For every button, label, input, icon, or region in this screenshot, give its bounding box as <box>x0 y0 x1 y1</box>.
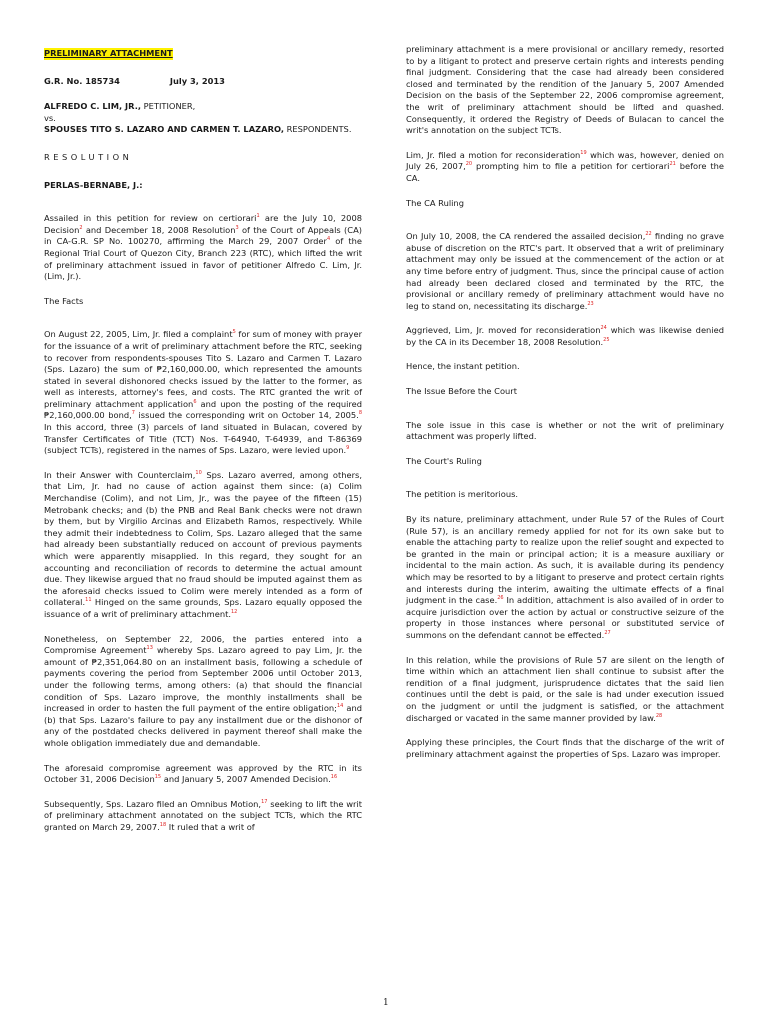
paragraph-text: before the CA. <box>406 161 724 183</box>
paragraph-text: issued the corresponding writ on October 14, 2005. <box>134 410 359 421</box>
paragraph-text: On July 10, 2008, the CA rendered the assailed decision, <box>406 231 646 242</box>
paragraph-text: Hence, the instant petition. <box>406 361 520 372</box>
footnote-ref: 14 <box>336 703 344 710</box>
section-heading-issue: The Issue Before the Court <box>406 386 517 397</box>
footnote-ref: 13 <box>146 645 153 652</box>
footnote-ref: 17 <box>261 798 268 805</box>
footnote-ref: 5 <box>232 329 236 336</box>
paragraph-text: and December 18, 2008 Resolution <box>82 224 236 235</box>
paragraph <box>44 799 362 834</box>
footnote-ref: 8 <box>358 410 362 417</box>
paragraph-text: for sum of money with prayer for the issuance of a writ of preliminary attachment before the RTC, seeking to recover from respondents-spouses Tito S. Lazaro and Carmen T. Lazaro (Sps. Lazaro) the sum of ₱2,160,000.00, which represented the amounts stated in several dishonored checks issued by the latter to the former, as well as interests, attorney's fees, and costs. The RTC granted the writ of preliminary attachment application <box>44 329 362 409</box>
page-number: 1 <box>383 998 389 1008</box>
footnote-ref: 1 <box>256 213 260 220</box>
paragraph-text: Subsequently, Sps. Lazaro filed an Omnibus Motion, <box>44 798 262 809</box>
paragraph-text: The sole issue in this case is whether or not the writ of preliminary attachment was properly lifted. <box>406 419 724 442</box>
footnote-ref: 22 <box>645 231 652 238</box>
paragraph-text: of the Regional Trial Court of Quezon City, Branch 223 (RTC), which lifted the writ of preliminary attachment issued in favor of petitioner Alfredo C. Lim, Jr. (Lim, Jr.). <box>44 236 362 282</box>
gr-number: G.R. No. 185734 <box>44 75 120 86</box>
paragraph-text: It ruled that a writ of <box>166 821 255 832</box>
paragraph <box>406 325 724 348</box>
footnote-ref: 10 <box>195 470 202 477</box>
paragraph-text: Hinged on the same grounds, Sps. Lazaro equally opposed the issuance of a writ of preliminary attachment. <box>44 597 362 619</box>
paragraph <box>406 655 724 725</box>
section-heading-ruling: The Court's Ruling <box>406 455 482 466</box>
left-column <box>44 42 362 846</box>
paragraph-text: Nonetheless, on September 22, 2006, the parties entered into a Compromise Agreement <box>44 633 362 656</box>
paragraph <box>406 361 724 373</box>
paragraph-text: are the July 10, 2008 Decision <box>44 213 363 235</box>
footnote-ref: 27 <box>604 630 611 637</box>
footnote-ref: 28 <box>655 712 663 719</box>
paragraph-text: Assailed in this petition for review on certiorari <box>44 213 257 224</box>
footnote-ref: 21 <box>669 161 676 168</box>
paragraph <box>406 150 724 185</box>
paragraph <box>406 44 724 137</box>
petitioner-role: PETITIONER, <box>143 101 196 112</box>
footnote-ref: 16 <box>330 774 338 781</box>
paragraph-text: seeking to lift the writ of preliminary attachment annotated on the subject TCTs, which the RTC granted on March 29, 2007. <box>44 798 362 832</box>
footnote-ref: 4 <box>326 236 331 243</box>
versus-text: vs. <box>44 112 56 123</box>
paragraph <box>406 231 724 312</box>
paragraph <box>44 634 362 750</box>
paragraph-text: The aforesaid compromise agreement was approved by the RTC in its October 31, 2006 Decision <box>44 762 362 785</box>
footnote-ref: 19 <box>580 149 587 156</box>
petitioner-line <box>44 101 362 113</box>
paragraph-text: Sps. Lazaro averred, among others, that Lim, Jr. had no cause of action against them since: (a) Colim Merchandise (Colim), and not Lim, Jr., was the payee of the fifteen (15) Metrobank checks; and (b) the PNB and Real Bank checks were not drawn by them, but by Virgilio Arcinas and Elizabeth Ramos, respectively. While they admit their indebtedness to Colim, Sps. Lazaro alleged that the same had already been substantially reduced on account of previous payments which were apparently misapplied. In this regard, they sought for an accounting and reconciliation of records to determine the actual amount due. They likewise argued that no fraud should be imputed against them as the aforesaid checks issued to Colim were merely intended as a form of collateral. <box>44 469 362 608</box>
paragraph-text: and January 5, 2007 Amended Decision. <box>161 774 331 785</box>
paragraph <box>406 737 724 760</box>
footnote-ref: 3 <box>235 224 239 231</box>
paragraph-text: whereby Sps. Lazaro agreed to pay Lim, Jr. the amount of ₱2,351,064.80 on an installment basis, following a schedule of payments covering the period from September 2006 until October 2013, under the following terms, among others: (a) that should the financial condition of Sps. Lazaro improve, the monthly installments shall be increased in order to hasten the full payment of the entire obligation; <box>44 645 362 714</box>
paragraph-text: On August 22, 2005, Lim, Jr. filed a complaint <box>44 329 233 340</box>
paragraph <box>406 420 724 443</box>
paragraph-text: which was, however, denied on July 26, 2007, <box>406 149 724 172</box>
footnote-ref: 20 <box>465 161 473 168</box>
paragraph-text: which was likewise denied by the CA in its December 18, 2008 Resolution. <box>406 325 724 347</box>
footnote-ref: 9 <box>346 445 350 452</box>
footnote-ref: 24 <box>600 325 607 332</box>
paragraph-text: Applying these principles, the Court finds that the discharge of the writ of preliminary attachment against the properties of Sps. Lazaro was improper. <box>406 737 724 759</box>
page-title: PRELIMINARY ATTACHMENT <box>44 48 173 58</box>
petitioner-name: ALFREDO C. LIM, JR., <box>44 101 141 112</box>
paragraph-text: and (b) that Sps. Lazaro's failure to pay any installment due or the dishonor of any of the postdated checks delivered in payment thereof shall make the whole obligation immediately due and demandable. <box>44 703 362 748</box>
paragraph-text: Lim, Jr. filed a motion for reconsideration <box>406 149 581 160</box>
ponente: PERLAS-BERNABE, J.: <box>44 179 143 190</box>
footnote-ref: 15 <box>154 774 162 781</box>
footnote-ref: 2 <box>79 224 83 231</box>
paragraph-text: of the Court of Appeals (CA) in CA-G.R. SP No. 100270, affirming the March 29, 2007 Order <box>44 224 363 247</box>
paragraph <box>44 329 362 457</box>
paragraph-text: In addition, attachment is also availed of in order to acquire jurisdiction over the action by actual or constructive seizure of the property in those instances where personal or substituted service of summons on the defendant cannot be effected. <box>406 595 724 640</box>
footnote-ref: 7 <box>131 410 135 417</box>
paragraph-text: By its nature, preliminary attachment, under Rule 57 of the Rules of Court (Rule 57), is an ancillary remedy applied for not for its own sake but to enable the attaching party to realize upon the relief sought and expected to be granted in the main or principal action; it is a measure auxiliary or incidental to the main action. As such, it is available during its pendency which may be resorted to by a litigant to preserve and protect certain rights and interests during the interim, awaiting the ultimate effects of a final judgment in the case. <box>406 514 724 606</box>
paragraph <box>44 763 362 786</box>
respondents-name: SPOUSES TITO S. LAZARO AND CARMEN T. LAZARO, <box>44 124 284 135</box>
footnote-ref: 6 <box>193 399 197 406</box>
paragraph-text: prompting him to file a petition for certiorari <box>472 161 670 172</box>
paragraph-text: In this accord, three (3) parcels of land situated in Bulacan, covered by Transfer Certificates of Title (TCT) Nos. T-64940, T-64939, and T-86369 (subject TCTs), registered in the names of Sps. Lazaro, were levied upon. <box>44 422 362 456</box>
paragraph-text: finding no grave abuse of discretion on the RTC's part. It observed that a writ of preliminary attachment may only be issued at the commencement of the action or at any time before entry of judgment. Thus, since the principal cause of action had already been declared closed and terminated by the RTC, the provisional or ancillary remedy of preliminary attachment would have no leg to stand on, necessitating its discharge. <box>406 231 725 311</box>
case-date: July 3, 2013 <box>169 75 225 86</box>
resolution-heading: RESOLUTION <box>44 151 133 162</box>
respondents-role: RESPONDENTS. <box>286 124 352 135</box>
footnote-ref: 18 <box>159 822 167 829</box>
footnote-ref: 26 <box>497 595 504 602</box>
paragraph-text: preliminary attachment is a mere provisional or ancillary remedy, resorted to by a litigant to protect and preserve certain rights and interests pending final judgment. Considering that the case had already been considered closed and terminated by the rendition of the January 5, 2007 Amended Decision on the basis of the September 22, 2006 compromise agreement, the writ of preliminary attachment should be lifted and quashed. Consequently, it ordered the Registry of Deeds of Bulacan to cancel the writ's annotation on the subject TCTs. <box>406 44 724 136</box>
paragraph <box>406 489 724 501</box>
paragraph-text: In this relation, while the provisions of Rule 57 are silent on the length of time within which an attachment lien shall continue to subsist after the rendition of a final judgment, jurisprudence dictates that the said lien continues until the debt is paid, or the sale is had under execution issued on the judgment or until the judgment is satisfied, or the attachment discharged or vacated in the same manner provided by law. <box>406 654 724 723</box>
footnote-ref: 12 <box>230 609 238 616</box>
paragraph-text: Aggrieved, Lim, Jr. moved for reconsideration <box>406 325 601 336</box>
paragraph <box>44 213 362 283</box>
footnote-ref: 23 <box>587 300 594 307</box>
paragraph <box>406 514 724 642</box>
paragraph-text: and upon the posting of the required ₱2,160,000.00 bond, <box>44 398 363 421</box>
section-heading-ca-ruling: The CA Ruling <box>406 197 464 208</box>
footnote-ref: 11 <box>85 597 92 604</box>
right-column <box>406 44 724 773</box>
footnote-ref: 25 <box>603 337 610 344</box>
paragraph-text: In their Answer with Counterclaim, <box>44 469 196 480</box>
case-number-line <box>44 76 362 88</box>
section-heading-facts: The Facts <box>44 295 84 306</box>
paragraph <box>44 470 362 621</box>
respondents-line <box>44 124 362 136</box>
paragraph-text: The petition is meritorious. <box>406 489 519 500</box>
